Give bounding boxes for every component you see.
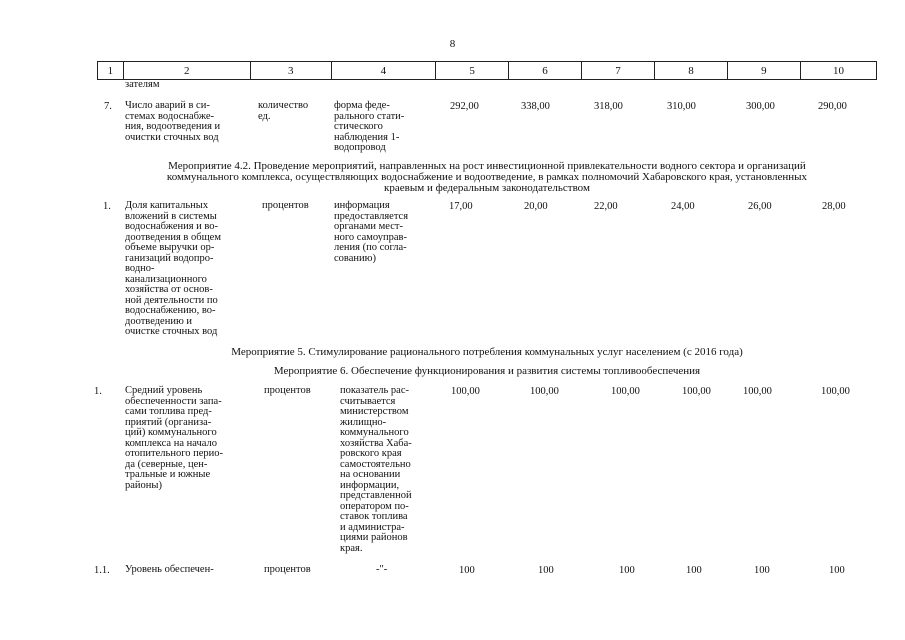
- unit-of-measure: количество ед.: [258, 100, 309, 122]
- value-year-1: 17,00: [449, 201, 473, 212]
- value-year-2: 338,00: [521, 101, 550, 112]
- unit-of-measure: процентов: [264, 564, 311, 575]
- section-heading-6: Мероприятие 6. Обеспечение функционирования и развития системы топливообеспечения: [273, 365, 701, 377]
- value-year-3: 100,00: [611, 386, 640, 397]
- section-heading-5: Мероприятие 5. Стимулирование рационального потребления коммунальных услуг населением (с 2016 года): [231, 346, 743, 358]
- data-source: информация предоставляется органами мест- ного самоуправ- ления (по согла- сованию): [334, 200, 409, 264]
- value-year-3: 100: [619, 565, 635, 576]
- unit-of-measure: процентов: [262, 200, 309, 211]
- indicator-name: Уровень обеспечен-: [125, 564, 214, 575]
- value-year-1: 100: [459, 565, 475, 576]
- data-source: показатель рас- считывается министерством жилищно- коммунального хозяйства Хаба- ровского края самостоятельно на основании информации, представленной оператором по- ставок топлива и администра- циями районов края.: [340, 385, 412, 554]
- value-year-5: 26,00: [748, 201, 772, 212]
- value-year-3: 22,00: [594, 201, 618, 212]
- value-year-5: 100,00: [743, 386, 772, 397]
- indicator-name: Доля капитальных вложений в системы водоснабжения и во- доотведения в общем объеме выручки ор- ганизаций водопро- водно- канализационного хозяйства от основ- ной деятельности по водоснабжению, во- доотведению и очистке сточных вод: [125, 200, 221, 337]
- continuation-text: зателям: [125, 79, 160, 90]
- indicator-name: Число аварий в си- стемах водоснабже- ния, водоотведения и очистки сточных вод: [125, 100, 221, 143]
- value-year-2: 100: [538, 565, 554, 576]
- data-source: -"-: [376, 564, 388, 575]
- value-year-2: 20,00: [524, 201, 548, 212]
- value-year-5: 300,00: [746, 101, 775, 112]
- header-col-4: 4: [331, 62, 435, 80]
- header-col-9: 9: [727, 62, 800, 80]
- indicator-name: Средний уровень обеспеченности запа- сами топлива пред- приятий (организа- ций) коммунального комплекса на начало отопительного перио- да (северные, цен- тральные и южные районы): [125, 385, 224, 491]
- header-col-6: 6: [509, 62, 582, 80]
- value-year-2: 100,00: [530, 386, 559, 397]
- value-year-1: 292,00: [450, 101, 479, 112]
- header-col-7: 7: [582, 62, 655, 80]
- value-year-6: 290,00: [818, 101, 847, 112]
- header-col-1: 1: [98, 62, 124, 80]
- header-col-3: 3: [250, 62, 331, 80]
- value-year-6: 100: [829, 565, 845, 576]
- value-year-6: 28,00: [822, 201, 846, 212]
- header-col-5: 5: [436, 62, 509, 80]
- value-year-1: 100,00: [451, 386, 480, 397]
- section-heading-4-2: Мероприятие 4.2. Проведение мероприятий, направленных на рост инвестиционной привлекательности водного сектора и организаций коммунального комплекса, осуществляющих водоснабжение и водоотведение, в рамках полномочий Хабаровского края, установленных краевым и федеральным законодательством: [166, 160, 808, 194]
- header-col-10: 10: [800, 62, 876, 80]
- column-number-header: [97, 61, 877, 80]
- value-year-4: 24,00: [671, 201, 695, 212]
- value-year-5: 100: [754, 565, 770, 576]
- value-year-3: 318,00: [594, 101, 623, 112]
- value-year-4: 100: [686, 565, 702, 576]
- data-source: форма феде- рального стати- стического наблюдения 1- водопровод: [334, 100, 405, 153]
- header-col-2: 2: [123, 62, 250, 80]
- page-number: 8: [449, 38, 456, 50]
- header-col-8: 8: [654, 62, 727, 80]
- value-year-6: 100,00: [821, 386, 850, 397]
- value-year-4: 310,00: [667, 101, 696, 112]
- row-number: 1.: [103, 201, 111, 212]
- value-year-4: 100,00: [682, 386, 711, 397]
- unit-of-measure: процентов: [264, 385, 311, 396]
- row-number: 1.1.: [94, 565, 110, 576]
- row-number: 7.: [104, 101, 112, 112]
- row-number: 1.: [94, 386, 102, 397]
